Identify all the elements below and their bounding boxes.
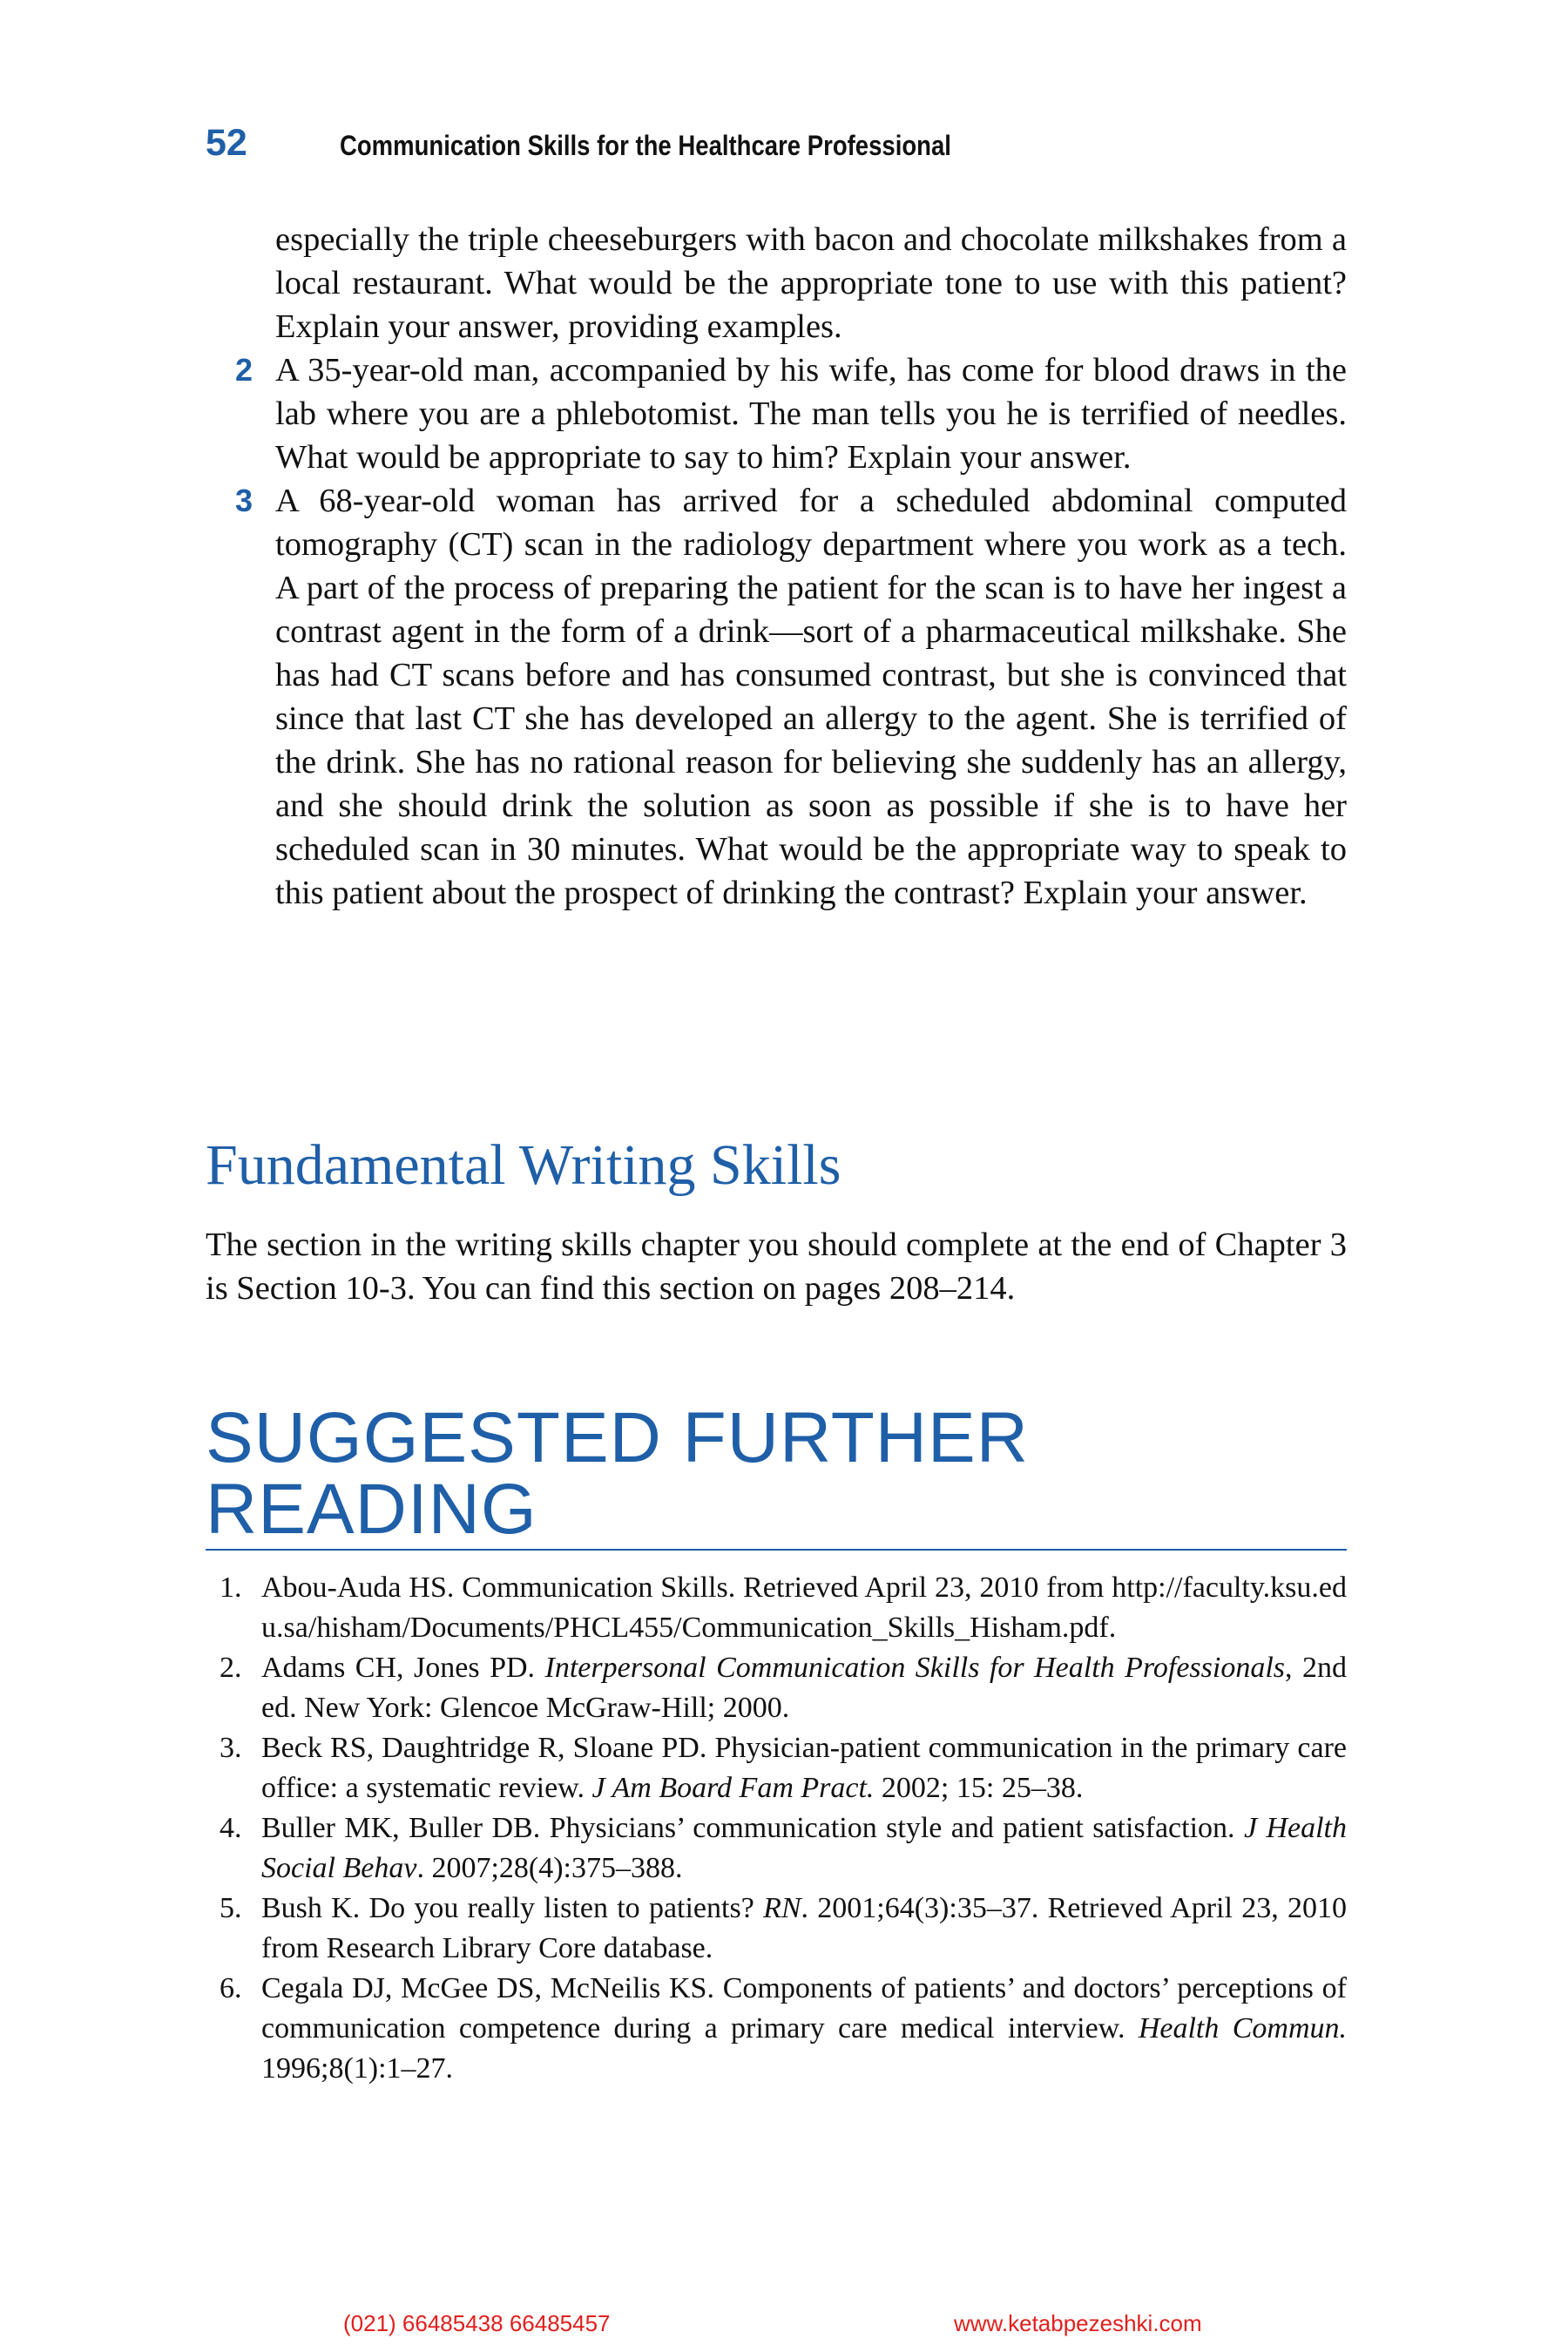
reference-text: Buller MK, Buller DB. Physicians’ communication style and patient satisfaction.	[261, 1812, 1244, 1844]
reference-text: Abou-Auda HS. Communication Skills. Retrieved April 23, 2010 from http://faculty.ksu.edu.sa/hisham/Documents/PHCL455/Communication_Skills_Hisham.pdf.	[261, 1571, 1347, 1644]
reference-item	[206, 1808, 1347, 1889]
further-reading-heading-line1: SUGGESTED FURTHER	[206, 1398, 1029, 1477]
reference-text: Bush K. Do you really listen to patients?	[261, 1892, 764, 1924]
reference-item	[206, 1969, 1347, 2089]
reference-item	[206, 1568, 1347, 1648]
reference-source-title: Interpersonal Communication Skills for Health Professionals	[544, 1652, 1286, 1684]
reference-details: . 2007;28(4):375–388.	[416, 1852, 683, 1884]
question-item	[206, 479, 1347, 915]
reference-details: , 2nd ed. New York: Glencoe McGraw-Hill; 2000.	[261, 1652, 1348, 1724]
reference-item	[206, 1648, 1347, 1728]
reference-number: 6.	[220, 1972, 242, 2004]
reference-source-title: J Health Social Behav	[261, 1812, 1347, 1884]
reference-text: Cegala DJ, McGee DS, McNeilis KS. Components of patients’ and doctors’ perceptions of communication competence during a primary care medical interview.	[261, 1972, 1347, 2044]
running-head	[206, 122, 1051, 174]
reference-text: Adams CH, Jones PD.	[261, 1652, 545, 1684]
reference-item	[206, 1728, 1347, 1808]
reference-details: 2002; 15: 25–38.	[874, 1772, 1084, 1804]
reference-number: 1.	[220, 1571, 242, 1604]
question-item	[206, 348, 1347, 479]
question-text: A 35-year-old man, accompanied by his wife, has come for blood draws in the lab where you are a phlebotomist. The man tells you he is terrified of needles. What would be appropriate to say to him? Explain your answer.	[275, 352, 1347, 476]
reference-text: Beck RS, Daughtridge R, Sloane PD. Physician-patient communication in the primary care office: a systematic review.	[261, 1732, 1347, 1804]
reference-source-title: RN	[763, 1892, 801, 1924]
reference-list	[206, 1568, 1347, 2089]
further-reading-heading-line2: READING	[206, 1470, 537, 1549]
question-continuation-text: especially the triple cheeseburgers with bacon and chocolate milkshakes from a local restaurant. What would be the appropriate tone to use with this patient? Explain your answer, providing examples.	[275, 221, 1347, 345]
reference-details: . 2001;64(3):35–37. Retrieved April 23, 2010 from Research Library Core database.	[261, 1892, 1347, 1964]
reference-source-title: J Am Board Fam Pract.	[591, 1772, 875, 1804]
question-number: 3	[235, 483, 253, 518]
question-text: A 68-year-old woman has arrived for a scheduled abdominal computed tomography (CT) scan in the radiology department where you work as a tech. A part of the process of preparing the patient for the scan is to have her ingest a contrast agent in the form of a drink—sort of a pharmaceutical milkshake. She has had CT scans before and has consumed contrast, but she is convinced that since that last CT she has developed an allergy to the agent. She is terrified of the drink. She has no rational reason for believing she suddenly has an allergy, and she should drink the solution as soon as possible if she is to have her scheduled scan in 30 minutes. What would be the appropriate way to speak to this patient about the prospect of drinking the contrast? Explain your answer.	[275, 483, 1347, 911]
reference-number: 5.	[220, 1892, 242, 1924]
further-reading-heading	[206, 1398, 1347, 1551]
reference-details: 1996;8(1):1–27.	[261, 2052, 454, 2085]
reference-number: 2.	[220, 1652, 242, 1684]
question-number: 2	[235, 352, 253, 388]
writing-section-heading: Fundamental Writing Skills	[206, 1133, 841, 1197]
reference-number: 4.	[220, 1812, 242, 1844]
page-number: 52	[206, 122, 247, 164]
question-continuation	[206, 218, 1347, 348]
reference-source-title: Health Commun.	[1138, 2012, 1347, 2044]
writing-section-body: The section in the writing skills chapter you should complete at the end of Chapter 3 is Section 10-3. You can find this section on pages 208–214.	[206, 1227, 1347, 1307]
reference-number: 3.	[220, 1732, 242, 1764]
reference-item	[206, 1889, 1347, 1969]
review-questions	[206, 218, 1347, 915]
book-title: Communication Skills for the Healthcare Professional	[340, 130, 951, 161]
footer-phone: (021) 66485438 66485457	[343, 2310, 611, 2336]
footer-website: www.ketabpezeshki.com	[954, 2310, 1202, 2336]
